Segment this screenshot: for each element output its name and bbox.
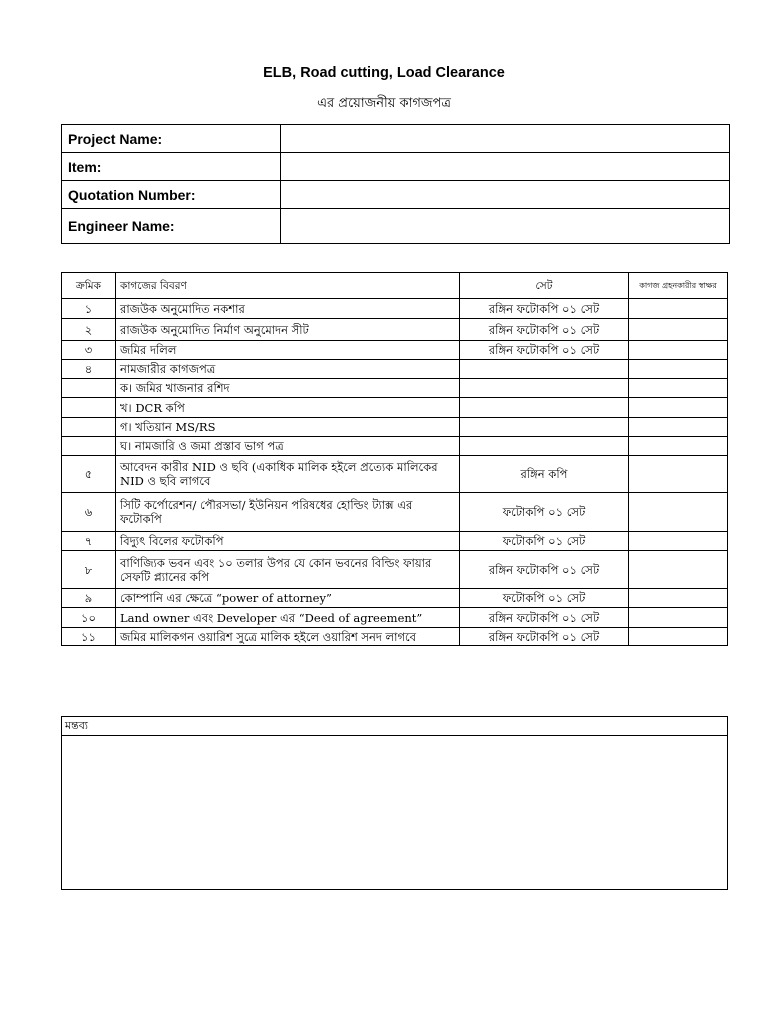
info-row-item <box>62 153 730 181</box>
remarks-area[interactable] <box>62 736 727 886</box>
header-set: সেট <box>460 273 629 299</box>
table-row <box>62 532 728 551</box>
table-row <box>62 589 728 608</box>
signature-cell[interactable] <box>629 341 728 360</box>
serial-cell: ৩ <box>62 341 116 360</box>
quotation-number-field[interactable] <box>281 181 730 209</box>
table-row <box>62 456 728 493</box>
description-cell: জমির দলিল <box>116 341 460 360</box>
info-row-quotation-number <box>62 181 730 209</box>
signature-cell[interactable] <box>629 551 728 589</box>
info-label: Project Name: <box>62 125 281 153</box>
signature-cell[interactable] <box>629 299 728 319</box>
table-row <box>62 628 728 646</box>
description-cell: নামজারীর কাগজপত্র <box>116 360 460 379</box>
signature-cell[interactable] <box>629 456 728 493</box>
serial-cell: ৫ <box>62 456 116 493</box>
engineer-name-field[interactable] <box>281 209 730 244</box>
description-cell: জমির মালিকগন ওয়ারিশ সুত্রে মালিক হইলে ওয়ারিশ সনদ লাগবে <box>116 628 460 646</box>
description-cell: বাণিজ্যিক ভবন এবং ১০ তলার উপর যে কোন ভবনের বিল্ডিং ফায়ার সেফটি প্ল্যানের কপি <box>116 551 460 589</box>
description-cell: Land owner এবং Developer এর “Deed of agreement” <box>116 608 460 628</box>
set-cell: রঙ্গিন ফটোকপি ০১ সেট <box>460 628 629 646</box>
project-name-field[interactable] <box>281 125 730 153</box>
serial-cell <box>62 379 116 398</box>
document-title: ELB, Road cutting, Load Clearance <box>263 65 505 81</box>
set-cell <box>460 398 629 418</box>
documents-header-row <box>62 273 728 299</box>
description-cell: আবেদন কারীর NID ও ছবি (একাধিক মালিক হইলে প্রত্যেক মালিকের NID ও ছবি লাগবে <box>116 456 460 493</box>
set-cell: রঙ্গিন ফটোকপি ০১ সেট <box>460 299 629 319</box>
remarks-label: মন্তব্য <box>62 717 727 736</box>
table-row <box>62 379 728 398</box>
signature-cell[interactable] <box>629 418 728 437</box>
set-cell: ফটোকপি ০১ সেট <box>460 493 629 532</box>
header-serial: ক্রমিক <box>62 273 116 299</box>
description-cell: রাজউক অনুমোদিত নির্মাণ অনুমোদন সীট <box>116 319 460 341</box>
serial-cell: ২ <box>62 319 116 341</box>
description-cell: কোম্পানি এর ক্ষেত্রে “power of attorney” <box>116 589 460 608</box>
description-cell: ঘ। নামজারি ও জমা প্রস্তাব ভাগ পত্র <box>116 437 460 456</box>
signature-cell[interactable] <box>629 379 728 398</box>
set-cell: রঙ্গিন ফটোকপি ০১ সেট <box>460 319 629 341</box>
table-row <box>62 437 728 456</box>
table-row <box>62 319 728 341</box>
serial-cell: ৪ <box>62 360 116 379</box>
info-label: Item: <box>62 153 281 181</box>
description-cell: গ। খতিয়ান MS/RS <box>116 418 460 437</box>
serial-cell <box>62 398 116 418</box>
set-cell: রঙ্গিন ফটোকপি ০১ সেট <box>460 551 629 589</box>
table-row <box>62 608 728 628</box>
table-row <box>62 299 728 319</box>
signature-cell[interactable] <box>629 628 728 646</box>
set-cell: রঙ্গিন কপি <box>460 456 629 493</box>
table-row <box>62 493 728 532</box>
serial-cell <box>62 437 116 456</box>
info-row-engineer-name <box>62 209 730 244</box>
signature-cell[interactable] <box>629 437 728 456</box>
set-cell <box>460 379 629 398</box>
description-cell: ক। জমির খাজনার রশিদ <box>116 379 460 398</box>
description-cell: বিদ্যুৎ বিলের ফটোকপি <box>116 532 460 551</box>
set-cell <box>460 360 629 379</box>
description-cell: রাজউক অনুমোদিত নকশার <box>116 299 460 319</box>
signature-cell[interactable] <box>629 398 728 418</box>
description-cell: খ। DCR কপি <box>116 398 460 418</box>
remarks-box <box>61 716 728 890</box>
signature-cell[interactable] <box>629 493 728 532</box>
serial-cell: ৭ <box>62 532 116 551</box>
info-label: Engineer Name: <box>62 209 281 244</box>
serial-cell: ৬ <box>62 493 116 532</box>
info-row-project-name <box>62 125 730 153</box>
serial-cell: ১ <box>62 299 116 319</box>
header-description: কাগজের বিবরণ <box>116 273 460 299</box>
set-cell <box>460 418 629 437</box>
signature-cell[interactable] <box>629 589 728 608</box>
item-field[interactable] <box>281 153 730 181</box>
signature-cell[interactable] <box>629 608 728 628</box>
documents-table <box>61 272 728 646</box>
serial-cell <box>62 418 116 437</box>
table-row <box>62 360 728 379</box>
serial-cell: ৯ <box>62 589 116 608</box>
document-subtitle: এর প্রয়োজনীয় কাগজপত্র <box>317 96 451 111</box>
table-row <box>62 551 728 589</box>
serial-cell: ৮ <box>62 551 116 589</box>
table-row <box>62 418 728 437</box>
set-cell: ফটোকপি ০১ সেট <box>460 532 629 551</box>
serial-cell: ১১ <box>62 628 116 646</box>
table-row <box>62 341 728 360</box>
info-label: Quotation Number: <box>62 181 281 209</box>
header-signature: কাগজ গ্রহনকারীর স্বাক্ষর <box>629 273 728 299</box>
set-cell: রঙ্গিন ফটোকপি ০১ সেট <box>460 608 629 628</box>
signature-cell[interactable] <box>629 532 728 551</box>
set-cell: রঙ্গিন ফটোকপি ০১ সেট <box>460 341 629 360</box>
serial-cell: ১০ <box>62 608 116 628</box>
table-row <box>62 398 728 418</box>
description-cell: সিটি কর্পোরেশন/ পৌরসভা/ ইউনিয়ন পরিষধের হোল্ডিং ট্যাক্স এর ফটোকপি <box>116 493 460 532</box>
signature-cell[interactable] <box>629 360 728 379</box>
set-cell: ফটোকপি ০১ সেট <box>460 589 629 608</box>
project-info-table <box>61 124 730 244</box>
set-cell <box>460 437 629 456</box>
signature-cell[interactable] <box>629 319 728 341</box>
